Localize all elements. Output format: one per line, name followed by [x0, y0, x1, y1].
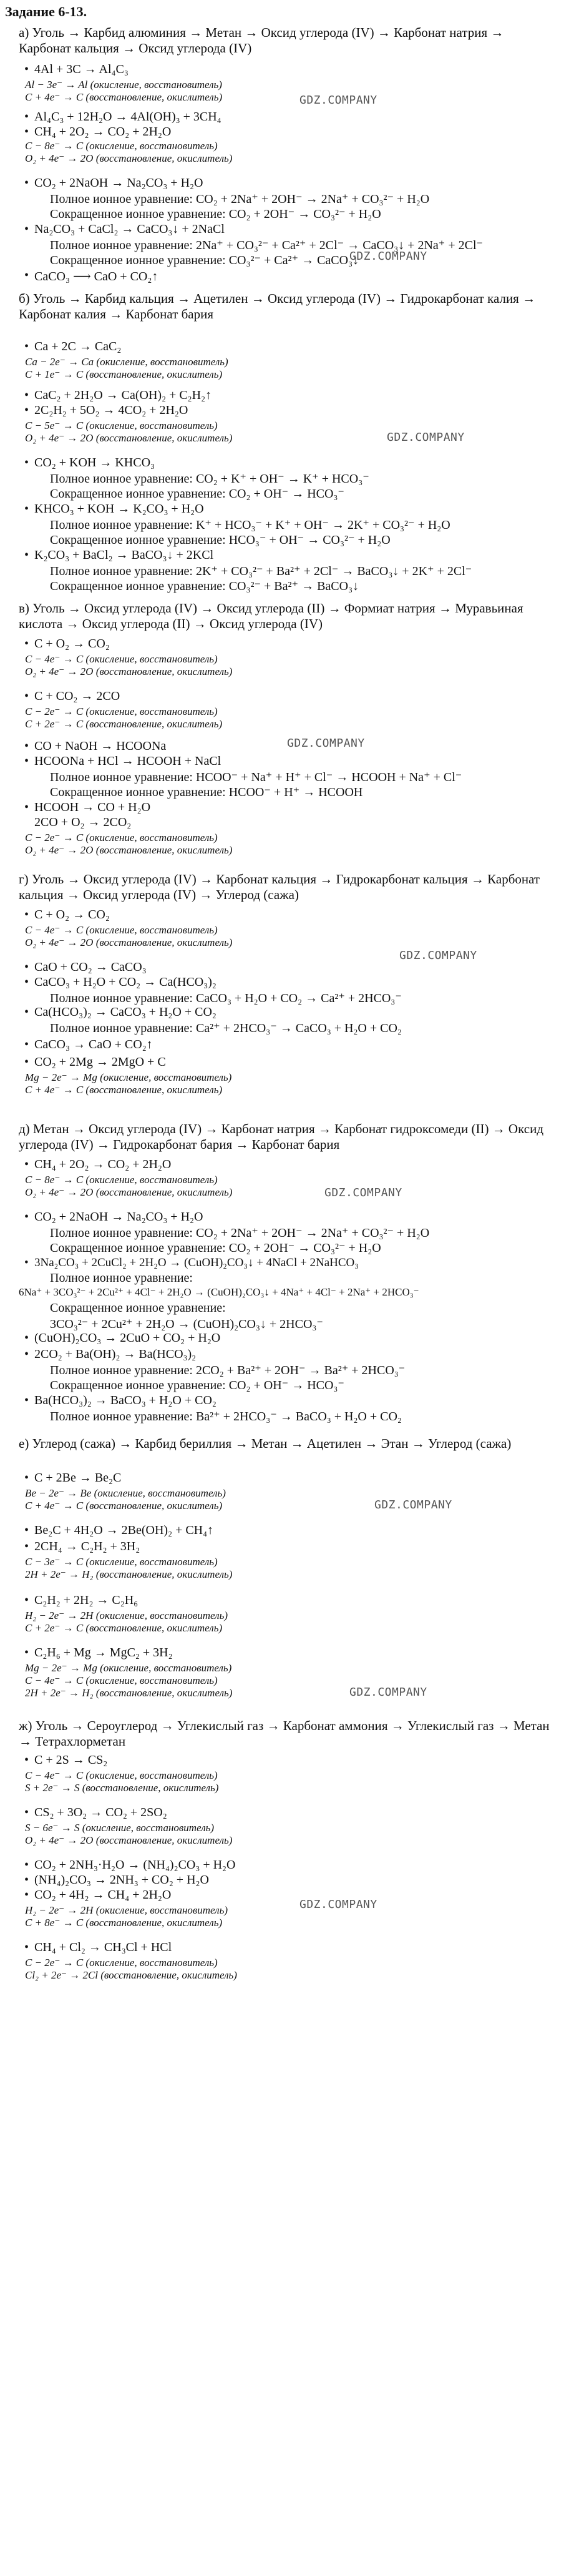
section-b-full4: Полное ионное уравнение: CO₂ + K⁺ + OH⁻ → K⁺ + HCO₃⁻ — [50, 472, 369, 486]
section-a-short5: Сокращенное ионное уравнение: CO₃²⁻ + Ca²⁺ → CaCO₃↓ — [50, 253, 359, 267]
section-e-full6: Полное ионное уравнение: Ba²⁺ + 2HCO₃⁻ → BaCO₃ + H₂O + CO₂ — [50, 1410, 402, 1423]
section-b-bal1a: Ca − 2e⁻ → Ca (окисление, восстановитель) — [25, 356, 228, 368]
section-g-bal2a: S − 6e⁻ → S (окисление, восстановитель) — [25, 1822, 215, 1834]
section-a-eq4: • CO₂ + 2NaOH → Na₂CO₃ + H₂O — [34, 176, 203, 190]
section-c-full4: Полное ионное уравнение: HCOO⁻ + Na⁺ + H⁺ + Cl⁻ → HCOOH + Na⁺ + Cl⁻ — [50, 770, 462, 784]
section-a-short4: Сокращенное ионное уравнение: CO₂ + 2OH⁻ → CO₃²⁻ + H₂O — [50, 207, 381, 221]
section-a-bal1a: Al − 3e⁻ → Al (окисление, восстановитель) — [25, 79, 222, 91]
section-a-bal1b: C + 4e⁻ → C (восстановление, окислитель) — [25, 91, 223, 103]
section-f-bal3b: 2H + 2e⁻ → H₂ (восстановление, окислитель) — [25, 1568, 233, 1580]
section-b-eq4: • CO₂ + KOH → KHCO₃ — [34, 456, 155, 470]
section-e-short2: Сокращенное ионное уравнение: CO₂ + 2OH⁻ → CO₃²⁻ + H₂O — [50, 1241, 381, 1255]
section-b-bal3a: C − 5e⁻ → C (окисление, восстановитель) — [25, 420, 218, 431]
section-e-balance1 — [25, 1174, 232, 1199]
section-e-header: д) Метан → Оксид углерода (IV) → Карбонат натрия → Карбонат гидроксомеди (II) → Оксид углерода (IV) → Гидрокарбонат бария → Карбонат бария — [19, 1121, 544, 1152]
section-g-bal6b: Cl₂ + 2e⁻ → 2Cl (восстановление, окислитель) — [25, 1969, 237, 1981]
section-g-bal5b: C + 8e⁻ → C (восстановление, окислитель) — [25, 1917, 223, 1929]
section-g-bal2b: O₂ + 4e⁻ → 2O (восстановление, окислитель) — [25, 1834, 233, 1846]
section-f-balance4 — [25, 1610, 228, 1635]
section-c-eq1: • C + O₂ → CO₂ — [34, 637, 110, 651]
section-c-balance2 — [25, 705, 222, 730]
section-d-balance6 — [25, 1071, 231, 1096]
section-g-eq6: • CH₄ + Cl₂ → CH₃Cl + HCl — [34, 1940, 172, 1955]
section-e-eq5: • 2CO₂ + Ba(OH)₂ → Ba(HCO₃)₂ — [34, 1347, 196, 1362]
section-d-bal1b: O₂ + 4e⁻ → 2O (восстановление, окислитель) — [25, 937, 233, 948]
section-e-eq6: • Ba(HCO₃)₂ → BaCO₃ + H₂O + CO₂ — [34, 1394, 216, 1408]
section-c-balance1 — [25, 653, 232, 678]
watermark: GDZ.COMPANY — [299, 1898, 377, 1911]
watermark: GDZ.COMPANY — [349, 250, 427, 263]
section-a-balance1 — [25, 79, 222, 104]
section-a-bal3a: C − 8e⁻ → C (окисление, восстановитель) — [25, 140, 218, 152]
section-g-eq5: • CO₂ + 4H₂ → CH₄ + 2H₂O — [34, 1888, 171, 1902]
section-f-eq2: • Be₂C + 4H₂O → 2Be(OH)₂ + CH₄↑ — [34, 1523, 213, 1538]
section-e-eq1: • CH₄ + 2O₂ → CO₂ + 2H₂O — [34, 1158, 171, 1172]
section-g-balance2 — [25, 1822, 232, 1847]
section-b-short5: Сокращенное ионное уравнение: HCO₃⁻ + OH⁻ → CO₃²⁻ + H₂O — [50, 533, 391, 547]
section-g-eq4: • (NH₄)₂CO₃ → 2NH₃ + CO₂ + H₂O — [34, 1873, 209, 1887]
section-c-bal2b: C + 2e⁻ → C (восстановление, окислитель) — [25, 718, 223, 730]
section-b-balance1 — [25, 356, 228, 381]
section-a-balance3 — [25, 140, 232, 165]
section-c-short4: Сокращенное ионное уравнение: HCOO⁻ + H⁺ → HCOOH — [50, 785, 363, 799]
section-f-balance5 — [25, 1662, 232, 1699]
page-title: Задание 6-13. — [5, 4, 87, 19]
section-f-balance3 — [25, 1556, 232, 1581]
section-e-bal1a: C − 8e⁻ → C (окисление, восстановитель) — [25, 1174, 218, 1186]
section-c-eq2: • C + CO₂ → 2CO — [34, 689, 120, 704]
section-b-short6: Сокращенное ионное уравнение: CO₃²⁻ + Ba²⁺ → BaCO₃↓ — [50, 579, 359, 593]
section-f-bal1a: Be − 2e⁻ → Be (окисление, восстановитель) — [25, 1487, 226, 1499]
section-b-eq1: • Ca + 2C → CaC₂ — [34, 340, 121, 354]
section-f-bal1b: C + 4e⁻ → C (восстановление, окислитель) — [25, 1500, 223, 1512]
section-f-bal5b: C − 4e⁻ → C (окисление, восстановитель) — [25, 1674, 218, 1686]
section-g-bal1b: S + 2e⁻ → S (восстановление, окислитель) — [25, 1782, 219, 1794]
section-f-bal4b: C + 2e⁻ → C (восстановление, окислитель) — [25, 1622, 223, 1634]
section-e-eq2: • CO₂ + 2NaOH → Na₂CO₃ + H₂O — [34, 1210, 203, 1224]
section-g-bal1a: C − 4e⁻ → C (окисление, восстановитель) — [25, 1769, 218, 1781]
section-c-bal6b: O₂ + 4e⁻ → 2O (восстановление, окислитель) — [25, 844, 233, 856]
section-c-header: в) Уголь → Оксид углерода (IV) → Оксид углерода (II) → Формиат натрия → Муравьиная кислота → Оксид углерода (II) → Оксид углерода (IV) — [19, 601, 523, 631]
watermark: GDZ.COMPANY — [349, 1686, 427, 1699]
section-g-balance5 — [25, 1904, 228, 1929]
section-a-eq1: • 4Al + 3C → Al₄C₃ — [34, 62, 129, 77]
section-c-eq3: • CO + NaOH → HCOONa — [34, 739, 166, 754]
section-f-bal4a: H₂ − 2e⁻ → 2H (окисление, восстановитель) — [25, 1610, 228, 1621]
section-f-bal5a: Mg − 2e⁻ → Mg (окисление, восстановитель) — [25, 1662, 232, 1674]
section-g-header: ж) Уголь → Сероуглерод → Углекислый газ → Карбонат аммония → Углекислый газ → Метан → Тетрахлорметан — [19, 1718, 550, 1749]
watermark: GDZ.COMPANY — [387, 431, 465, 444]
section-b-eq3: • 2C₂H₂ + 5O₂ → 4CO₂ + 2H₂O — [34, 403, 188, 418]
section-b-eq2: • CaC₂ + 2H₂O → Ca(OH)₂ + C₂H₂↑ — [34, 388, 212, 403]
section-d-eq2: • CaO + CO₂ → CaCO₃ — [34, 960, 147, 975]
section-e-short3: Сокращенное ионное уравнение: — [50, 1301, 226, 1315]
section-f-header: е) Углерод (сажа) → Карбид бериллия → Метан → Ацетилен → Этан → Углерод (сажа) — [19, 1436, 512, 1451]
section-c-eq5: • HCOOH → CO + H₂O — [34, 800, 150, 815]
watermark: GDZ.COMPANY — [399, 949, 477, 962]
section-a-eq6: • CaCO₃ ⟶ CaO + CO₂↑ — [34, 268, 158, 284]
section-a-full5: Полное ионное уравнение: 2Na⁺ + CO₃²⁻ + Ca²⁺ + 2Cl⁻ → CaCO₃↓ + 2Na⁺ + 2Cl⁻ — [50, 238, 484, 252]
section-e-short3b: 3CO₃²⁻ + 2Cu²⁺ + 2H₂O → (CuOH)₂CO₃↓ + 2HCO₃⁻ — [50, 1317, 323, 1331]
section-g-eq3: • CO₂ + 2NH₃·H₂O → (NH₄)₂CO₃ + H₂O — [34, 1858, 235, 1872]
section-b-eq5: • KHCO₃ + KOH → K₂CO₃ + H₂O — [34, 502, 204, 516]
section-b-balance3 — [25, 420, 232, 445]
section-f-eq5: • C₂H₆ + Mg → MgC₂ + 3H₂ — [34, 1646, 173, 1660]
watermark: GDZ.COMPANY — [299, 94, 377, 107]
section-f-balance1 — [25, 1487, 226, 1512]
section-b-bal3b: O₂ + 4e⁻ → 2O (восстановление, окислитель) — [25, 432, 233, 444]
section-e-full5: Полное ионное уравнение: 2CO₂ + Ba²⁺ + 2OH⁻ → Ba²⁺ + 2HCO₃⁻ — [50, 1364, 406, 1377]
section-b-bal1b: C + 1e⁻ → C (восстановление, окислитель) — [25, 368, 223, 380]
section-c-bal6a: C − 2e⁻ → C (окисление, восстановитель) — [25, 832, 218, 843]
section-e-full3: Полное ионное уравнение: — [50, 1271, 193, 1285]
section-g-eq2: • CS₂ + 3O₂ → CO₂ + 2SO₂ — [34, 1806, 167, 1820]
section-b-header: б) Уголь → Карбид кальция → Ацетилен → Оксид углерода (IV) → Гидрокарбонат калия → Карбонат калия → Карбонат бария — [19, 291, 536, 322]
section-e-eq4: • (CuOH)₂CO₃ → 2CuO + CO₂ + H₂O — [34, 1331, 220, 1345]
section-a-full4: Полное ионное уравнение: CO₂ + 2Na⁺ + 2OH⁻ → 2Na⁺ + CO₃²⁻ + H₂O — [50, 192, 430, 206]
section-a-header: а) Уголь → Карбид алюминия → Метан → Оксид углерода (IV) → Карбонат натрия → Карбонат кальция → Оксид углерода (IV) — [19, 25, 504, 56]
section-c-balance6 — [25, 832, 232, 857]
section-f-bal3a: C − 3e⁻ → C (окисление, восстановитель) — [25, 1556, 218, 1568]
section-d-full3: Полное ионное уравнение: CaCO₃ + H₂O + CO₂ → Ca²⁺ + 2HCO₃⁻ — [50, 991, 402, 1005]
section-b-eq6: • K₂CO₃ + BaCl₂ → BaCO₃↓ + 2KCl — [34, 548, 213, 563]
section-b-short4: Сокращенное ионное уравнение: CO₂ + OH⁻ → HCO₃⁻ — [50, 487, 344, 501]
section-b-full6: Полное ионное уравнение: 2K⁺ + CO₃²⁻ + Ba²⁺ + 2Cl⁻ → BaCO₃↓ + 2K⁺ + 2Cl⁻ — [50, 564, 472, 578]
section-c-eq6: 2CO + O₂ → 2CO₂ — [34, 815, 132, 829]
section-e-eq3: • 3Na₂CO₃ + 2CuCl₂ + 2H₂O → (CuOH)₂CO₃↓ + 4NaCl + 2NaHCO₃ — [34, 1256, 359, 1270]
section-a-bal3b: O₂ + 4e⁻ → 2O (восстановление, окислитель) — [25, 152, 233, 164]
section-e-short5: Сокращенное ионное уравнение: CO₂ + OH⁻ → HCO₃⁻ — [50, 1379, 344, 1392]
section-c-bal1a: C − 4e⁻ → C (окисление, восстановитель) — [25, 653, 218, 665]
section-d-eq1: • C + O₂ → CO₂ — [34, 908, 110, 922]
section-f-eq3: • 2CH₄ → C₂H₂ + 3H₂ — [34, 1540, 140, 1554]
section-d-eq4: • Ca(HCO₃)₂ → CaCO₃ + H₂O + CO₂ — [34, 1005, 216, 1020]
watermark: GDZ.COMPANY — [287, 737, 365, 750]
section-e-bal1b: O₂ + 4e⁻ → 2O (восстановление, окислитель) — [25, 1186, 233, 1198]
section-d-bal1a: C − 4e⁻ → C (окисление, восстановитель) — [25, 924, 218, 936]
section-a-eq3: • CH₄ + 2O₂ → CO₂ + 2H₂O — [34, 125, 171, 139]
section-f-eq4: • C₂H₂ + 2H₂ → C₂H₆ — [34, 1593, 138, 1608]
section-g-bal6a: C − 2e⁻ → C (окисление, восстановитель) — [25, 1957, 218, 1969]
section-d-eq6: • CO₂ + 2Mg → 2MgO + C — [34, 1055, 166, 1069]
section-e-full3b: 6Na⁺ + 3CO₃²⁻ + 2Cu²⁺ + 4Cl⁻ + 2H₂O → (CuOH)₂CO₃↓ + 4Na⁺ + 4Cl⁻ + 2Na⁺ + 2HCO₃⁻ — [19, 1286, 419, 1298]
section-f-eq1: • C + 2Be → Be₂C — [34, 1471, 121, 1485]
section-f-bal5c: 2H + 2e⁻ → H₂ (восстановление, окислитель) — [25, 1687, 233, 1699]
section-b-full5: Полное ионное уравнение: K⁺ + HCO₃⁻ + K⁺ + OH⁻ → 2K⁺ + CO₃²⁻ + H₂O — [50, 518, 450, 532]
section-d-bal6b: C + 4e⁻ → C (восстановление, окислитель) — [25, 1084, 223, 1096]
section-a-eq5: • Na₂CO₃ + CaCl₂ → CaCO₃↓ + 2NaCl — [34, 222, 225, 237]
section-d-balance1 — [25, 924, 232, 949]
section-c-eq4: • HCOONa + HCl → HCOOH + NaCl — [34, 754, 221, 769]
section-g-eq1: • C + 2S → CS₂ — [34, 1753, 107, 1767]
section-g-bal5a: H₂ − 2e⁻ → 2H (окисление, восстановитель) — [25, 1904, 228, 1916]
section-d-bal6a: Mg − 2e⁻ → Mg (окисление, восстановитель) — [25, 1071, 232, 1083]
watermark: GDZ.COMPANY — [324, 1186, 402, 1199]
section-d-eq5: • CaCO₃ → CaO + CO₂↑ — [34, 1038, 153, 1052]
section-c-bal2a: C − 2e⁻ → C (окисление, восстановитель) — [25, 705, 218, 717]
watermark: GDZ.COMPANY — [374, 1498, 452, 1512]
section-e-full2: Полное ионное уравнение: CO₂ + 2Na⁺ + 2OH⁻ → 2Na⁺ + CO₃²⁻ + H₂O — [50, 1226, 430, 1240]
section-a-eq2: • Al₄C₃ + 12H₂O → 4Al(OH)₃ + 3CH₄ — [34, 110, 221, 124]
section-d-header: г) Уголь → Оксид углерода (IV) → Карбонат кальция → Гидрокарбонат кальция → Карбонат кальция → Оксид углерода (IV) → Углерод (сажа) — [19, 872, 540, 902]
section-c-bal1b: O₂ + 4e⁻ → 2O (восстановление, окислитель) — [25, 666, 233, 677]
section-d-full4: Полное ионное уравнение: Ca²⁺ + 2HCO₃⁻ → CaCO₃ + H₂O + CO₂ — [50, 1021, 402, 1035]
section-d-eq3: • CaCO₃ + H₂O + CO₂ → Ca(HCO₃)₂ — [34, 975, 216, 990]
section-g-balance1 — [25, 1769, 218, 1794]
section-g-balance6 — [25, 1957, 237, 1982]
